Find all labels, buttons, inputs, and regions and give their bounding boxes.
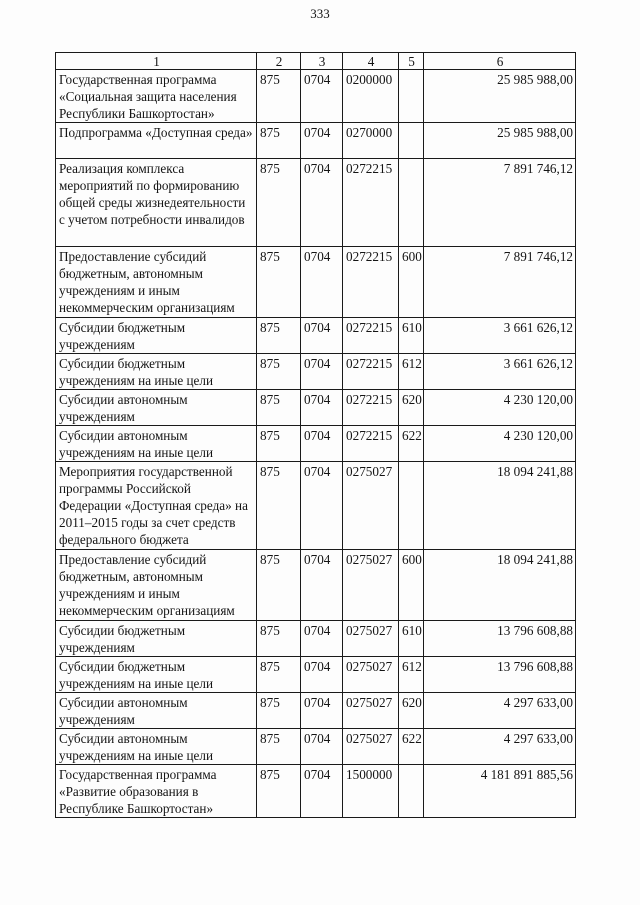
row-col-2: 875 xyxy=(257,657,301,693)
table-row xyxy=(56,390,576,426)
table-row xyxy=(56,318,576,354)
row-col-4: 0272215 xyxy=(343,247,399,318)
page-number: 333 xyxy=(310,6,330,21)
table-row xyxy=(56,621,576,657)
row-col-4: 0275027 xyxy=(343,462,399,550)
row-amount: 7 891 746,12 xyxy=(424,247,576,318)
row-amount: 7 891 746,12 xyxy=(424,159,576,247)
row-col-4: 0275027 xyxy=(343,657,399,693)
row-col-5: 612 xyxy=(399,354,424,390)
table-row xyxy=(56,354,576,390)
row-col-3: 0704 xyxy=(301,729,343,765)
row-col-5 xyxy=(399,765,424,818)
row-col-4: 0272215 xyxy=(343,354,399,390)
row-col-3: 0704 xyxy=(301,657,343,693)
row-col-3: 0704 xyxy=(301,247,343,318)
row-col-2: 875 xyxy=(257,426,301,462)
row-col-5: 610 xyxy=(399,621,424,657)
row-col-5: 620 xyxy=(399,390,424,426)
column-header-3: 3 xyxy=(301,53,343,70)
row-col-2: 875 xyxy=(257,462,301,550)
table-row xyxy=(56,123,576,159)
table-row xyxy=(56,159,576,247)
row-name: Государственная программа «Социальная защита населения Республики Башкортостан» xyxy=(56,70,257,123)
row-col-4: 0200000 xyxy=(343,70,399,123)
row-amount: 3 661 626,12 xyxy=(424,318,576,354)
row-col-5: 600 xyxy=(399,247,424,318)
row-name: Субсидии автономным учреждениям на иные цели xyxy=(56,729,257,765)
row-col-2: 875 xyxy=(257,70,301,123)
row-name: Субсидии автономным учреждениям xyxy=(56,390,257,426)
row-col-4: 0272215 xyxy=(343,159,399,247)
row-col-3: 0704 xyxy=(301,123,343,159)
row-col-2: 875 xyxy=(257,123,301,159)
row-col-2: 875 xyxy=(257,354,301,390)
row-col-2: 875 xyxy=(257,550,301,621)
row-col-2: 875 xyxy=(257,318,301,354)
row-amount: 13 796 608,88 xyxy=(424,657,576,693)
row-col-4: 0275027 xyxy=(343,550,399,621)
table-row xyxy=(56,765,576,818)
column-header-6: 6 xyxy=(424,53,576,70)
row-name: Субсидии бюджетным учреждениям xyxy=(56,621,257,657)
column-header-2: 2 xyxy=(257,53,301,70)
row-col-2: 875 xyxy=(257,621,301,657)
row-col-3: 0704 xyxy=(301,621,343,657)
row-name: Субсидии бюджетным учреждениям на иные цели xyxy=(56,354,257,390)
row-col-4: 0272215 xyxy=(343,426,399,462)
row-amount: 18 094 241,88 xyxy=(424,462,576,550)
row-col-3: 0704 xyxy=(301,550,343,621)
table-row xyxy=(56,426,576,462)
table-row xyxy=(56,729,576,765)
row-col-2: 875 xyxy=(257,247,301,318)
row-amount: 4 181 891 885,56 xyxy=(424,765,576,818)
row-col-4: 0272215 xyxy=(343,390,399,426)
header-row xyxy=(56,53,576,70)
row-col-5: 600 xyxy=(399,550,424,621)
row-col-5: 622 xyxy=(399,729,424,765)
table-row xyxy=(56,550,576,621)
row-col-3: 0704 xyxy=(301,354,343,390)
row-col-4: 0275027 xyxy=(343,729,399,765)
row-col-4: 1500000 xyxy=(343,765,399,818)
row-col-5: 612 xyxy=(399,657,424,693)
row-name: Предоставление субсидий бюджетным, автономным учреждениям и иным некоммерческим организациям xyxy=(56,550,257,621)
row-name: Субсидии бюджетным учреждениям на иные цели xyxy=(56,657,257,693)
row-col-3: 0704 xyxy=(301,765,343,818)
row-amount: 3 661 626,12 xyxy=(424,354,576,390)
row-amount: 4 297 633,00 xyxy=(424,693,576,729)
row-col-2: 875 xyxy=(257,729,301,765)
row-amount: 25 985 988,00 xyxy=(424,123,576,159)
row-col-3: 0704 xyxy=(301,693,343,729)
row-col-4: 0272215 xyxy=(343,318,399,354)
row-col-4: 0275027 xyxy=(343,621,399,657)
row-col-4: 0275027 xyxy=(343,693,399,729)
table-row xyxy=(56,247,576,318)
row-col-4: 0270000 xyxy=(343,123,399,159)
row-col-5 xyxy=(399,159,424,247)
column-header-5: 5 xyxy=(399,53,424,70)
table-row xyxy=(56,693,576,729)
row-amount: 18 094 241,88 xyxy=(424,550,576,621)
row-col-5: 620 xyxy=(399,693,424,729)
row-col-3: 0704 xyxy=(301,462,343,550)
row-col-3: 0704 xyxy=(301,426,343,462)
row-col-2: 875 xyxy=(257,390,301,426)
row-col-3: 0704 xyxy=(301,70,343,123)
row-col-2: 875 xyxy=(257,159,301,247)
row-col-5 xyxy=(399,70,424,123)
table-row xyxy=(56,657,576,693)
column-header-4: 4 xyxy=(343,53,399,70)
row-amount: 4 230 120,00 xyxy=(424,390,576,426)
table-row xyxy=(56,70,576,123)
row-col-2: 875 xyxy=(257,765,301,818)
row-name: Мероприятия государственной программы Российской Федерации «Доступная среда» на 2011–2015 годы за счет средств федерального бюджета xyxy=(56,462,257,550)
row-col-5: 610 xyxy=(399,318,424,354)
column-header-1: 1 xyxy=(56,53,257,70)
row-amount: 25 985 988,00 xyxy=(424,70,576,123)
row-col-2: 875 xyxy=(257,693,301,729)
row-col-5 xyxy=(399,462,424,550)
table-row xyxy=(56,462,576,550)
row-name: Субсидии автономным учреждениям xyxy=(56,693,257,729)
row-amount: 13 796 608,88 xyxy=(424,621,576,657)
row-amount: 4 230 120,00 xyxy=(424,426,576,462)
budget-table xyxy=(55,52,576,818)
row-col-3: 0704 xyxy=(301,390,343,426)
row-name: Субсидии бюджетным учреждениям xyxy=(56,318,257,354)
row-name: Государственная программа «Развитие образования в Республике Башкортостан» xyxy=(56,765,257,818)
row-col-3: 0704 xyxy=(301,318,343,354)
row-name: Предоставление субсидий бюджетным, автономным учреждениям и иным некоммерческим организациям xyxy=(56,247,257,318)
row-name: Подпрограмма «Доступная среда» xyxy=(56,123,257,159)
row-name: Субсидии автономным учреждениям на иные цели xyxy=(56,426,257,462)
row-amount: 4 297 633,00 xyxy=(424,729,576,765)
row-col-5 xyxy=(399,123,424,159)
row-name: Реализация комплекса мероприятий по формированию общей среды жизнедеятельности с учетом потребности инвалидов xyxy=(56,159,257,247)
row-col-3: 0704 xyxy=(301,159,343,247)
row-col-5: 622 xyxy=(399,426,424,462)
